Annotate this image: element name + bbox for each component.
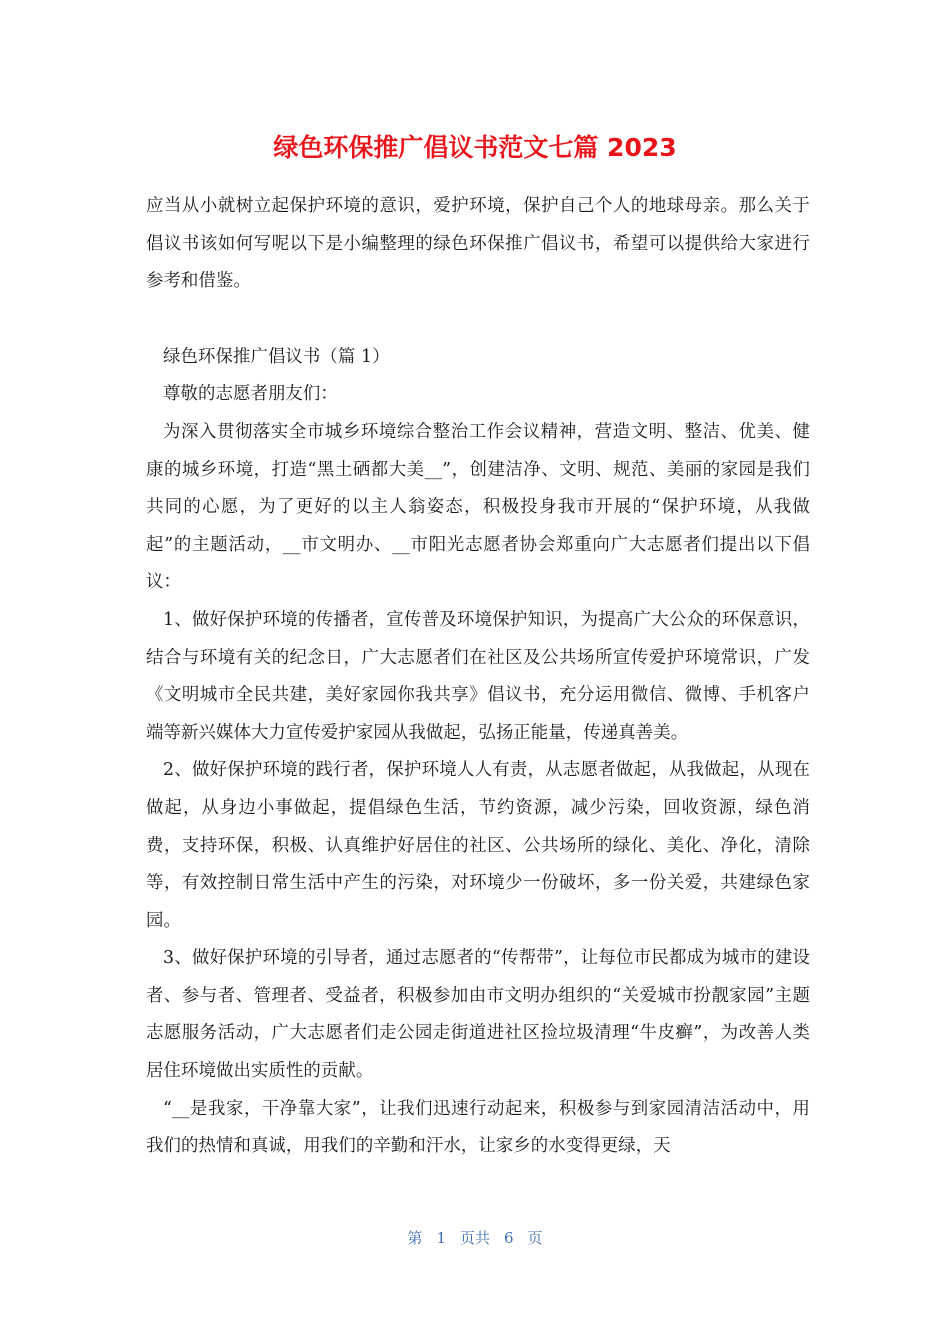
section-heading: 绿色环保推广倡议书（篇 1） [163,346,390,367]
body-paragraph: “__是我家，干净靠大家”，让我们迅速行动起来，积极参与到家园清洁活动中，用我们的热情和真诚，用我们的辛勤和汗水，让家乡的水变得更绿，天 [146,1098,810,1157]
greeting: 尊敬的志愿者朋友们： [163,384,338,405]
page-footer [0,1226,950,1250]
document-body [146,188,810,1166]
body-paragraph: 3、做好保护环境的引导者，通过志愿者的“传帮带”，让每位市民都成为城市的建设者、参与者、管理者、受益者，积极参加由市文明办组织的“关爱城市扮靓家园”主题志愿服务活动，广大志愿者们走公园走街道进社区捡垃圾清理“牛皮癣”，为改善人类居住环境做出实质性的贡献。 [146,948,810,1082]
body-paragraph: 1、做好保护环境的传播者，宣传普及环境保护知识，为提高广大公众的环保意识，结合与环境有关的纪念日，广大志愿者们在社区及公共场所宣传爱护环境常识，广发《文明城市全民共建，美好家园你我共享》倡议书，充分运用微信、微博、手机客户端等新兴媒体大力宣传爱护家园从我做起，弘扬正能量，传递真善美。 [146,609,810,743]
page-label-prefix: 第 [407,1229,423,1247]
page-label-suffix: 页 [527,1229,543,1247]
page-label-mid: 页共 [459,1229,490,1247]
document-title: 绿色环保推广倡议书范文七篇 2023 [273,133,677,162]
page-current: 1 [436,1229,446,1247]
intro-paragraph: 应当从小就树立起保护环境的意识，爱护环境，保护自己个人的地球母亲。那么关于倡议书该如何写呢以下是小编整理的绿色环保推广倡议书，希望可以提供给大家进行参考和借鉴。 [146,196,810,292]
body-paragraph: 为深入贯彻落实全市城乡环境综合整治工作会议精神，营造文明、整洁、优美、健康的城乡环境，打造“黑土硒都大美__”，创建洁净、文明、规范、美丽的家园是我们共同的心愿，为了更好的以主人翁姿态，积极投身我市开展的“保护环境，从我做起”的主题活动，__市文明办、__市阳光志愿者协会郑重向广大志愿者们提出以下倡议： [146,421,810,593]
page-total: 6 [504,1229,514,1247]
body-paragraph: 2、做好保护环境的践行者，保护环境人人有责，从志愿者做起，从我做起，从现在做起，从身边小事做起，提倡绿色生活，节约资源，减少污染，回收资源，绿色消费，支持环保，积极、认真维护好居住的社区、公共场所的绿化、美化、净化，清除等，有效控制日常生活中产生的污染，对环境少一份破坏，多一份关爱，共建绿色家园。 [146,760,810,931]
